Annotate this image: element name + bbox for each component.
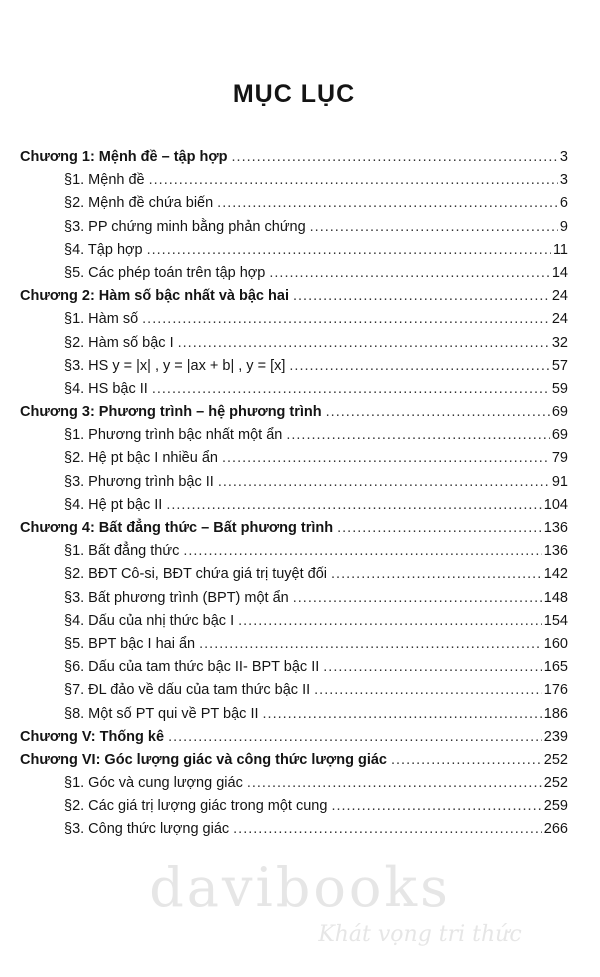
toc-entry-title: §1. Mệnh đề	[64, 172, 145, 189]
toc-entry-title: §2. Hàm số bậc I	[64, 334, 174, 351]
dot-leader	[217, 195, 558, 211]
toc-page-number: 165	[543, 659, 568, 676]
table-of-contents	[20, 149, 568, 845]
watermark-brand: davibooks	[149, 856, 451, 919]
dot-leader	[149, 172, 558, 188]
toc-chapter-row	[20, 288, 568, 311]
toc-entry-title: §8. Một số PT qui về PT bậc II	[64, 705, 259, 722]
toc-section-row	[20, 636, 568, 659]
toc-page-number: 142	[543, 566, 568, 583]
toc-page-number: 239	[543, 728, 568, 745]
toc-section-row	[20, 497, 568, 520]
toc-section-row	[20, 821, 568, 844]
toc-section-row	[20, 659, 568, 682]
toc-section-row	[20, 427, 568, 450]
toc-entry-title: §2. BĐT Cô-si, BĐT chứa giá trị tuyệt đối	[64, 566, 328, 583]
dot-leader	[286, 427, 550, 443]
toc-page-number: 9	[559, 218, 568, 235]
toc-page-number: 69	[551, 404, 568, 421]
toc-entry-title: §3. Công thức lượng giác	[64, 821, 230, 838]
dot-leader	[326, 404, 550, 420]
toc-section-row	[20, 775, 568, 798]
toc-section-row	[20, 219, 568, 242]
toc-page-number: 59	[551, 380, 568, 397]
toc-page-number: 252	[543, 775, 568, 792]
dot-leader	[310, 219, 558, 235]
dot-leader	[183, 543, 541, 559]
toc-page-number: 136	[543, 543, 568, 560]
toc-page-number: 11	[552, 241, 568, 258]
toc-entry-title: §6. Dấu của tam thức bậc II- BPT bậc II	[64, 659, 320, 676]
page-title: MỤC LỤC	[232, 80, 356, 108]
toc-section-row	[20, 566, 568, 589]
toc-page-number: 252	[543, 751, 568, 768]
toc-entry-title: §3. Bất phương trình (BPT) một ẩn	[64, 589, 289, 606]
dot-leader	[331, 566, 542, 582]
dot-leader	[289, 358, 549, 374]
toc-section-row	[20, 706, 568, 729]
dot-leader	[263, 706, 542, 722]
toc-entry-title: §1. Hàm số	[64, 311, 139, 328]
toc-section-row	[20, 450, 568, 473]
toc-entry-title: §1. Phương trình bậc nhất một ẩn	[64, 427, 283, 444]
toc-section-row	[20, 381, 568, 404]
toc-section-row	[20, 358, 568, 381]
toc-page-number: 186	[543, 705, 568, 722]
toc-entry-title: Chương 4: Bất đẳng thức – Bất phương trình	[20, 520, 334, 536]
toc-entry-title: §4. Tập hợp	[64, 241, 143, 258]
toc-entry-title: §4. Hệ pt bậc II	[64, 496, 163, 513]
dot-leader	[147, 242, 551, 258]
toc-chapter-row	[20, 520, 568, 543]
dot-leader	[218, 474, 550, 490]
dot-leader	[222, 450, 550, 466]
dot-leader	[152, 381, 550, 397]
dot-leader	[142, 311, 550, 327]
toc-section-row	[20, 242, 568, 265]
toc-chapter-row	[20, 752, 568, 775]
watermark-slogan: Khát vọng tri thức	[318, 922, 522, 947]
toc-page-number: 24	[551, 311, 568, 328]
toc-page-number: 6	[559, 195, 568, 212]
toc-page-number: 148	[543, 589, 568, 606]
dot-leader	[323, 659, 542, 675]
toc-page-number: 160	[543, 635, 568, 652]
toc-section-row	[20, 265, 568, 288]
toc-page-number: 154	[543, 612, 568, 629]
dot-leader	[199, 636, 542, 652]
dot-leader	[314, 682, 542, 698]
toc-page-number: 266	[543, 821, 568, 838]
toc-page-number: 79	[551, 450, 568, 467]
dot-leader	[269, 265, 549, 281]
toc-section-row	[20, 335, 568, 358]
dot-leader	[168, 729, 542, 745]
dot-leader	[337, 520, 542, 536]
dot-leader	[166, 497, 541, 513]
toc-section-row	[20, 798, 568, 821]
toc-chapter-row	[20, 149, 568, 172]
dot-leader	[233, 821, 542, 837]
toc-entry-title: §3. PP chứng minh bằng phản chứng	[64, 218, 306, 235]
toc-page-number: 104	[543, 496, 568, 513]
toc-entry-title: §2. Các giá trị lượng giác trong một cung	[64, 798, 328, 815]
toc-page-number: 3	[559, 149, 568, 165]
toc-entry-title: §7. ĐL đảo về dấu của tam thức bậc II	[64, 682, 311, 699]
dot-leader	[238, 613, 542, 629]
toc-page-number: 57	[551, 357, 568, 374]
toc-page-number: 14	[551, 264, 568, 281]
toc-entry-title: §3. HS y = |x| , y = |ax + b| , y = [x]	[64, 357, 286, 374]
toc-entry-title: Chương 1: Mệnh đề – tập hợp	[20, 149, 228, 165]
dot-leader	[232, 149, 558, 165]
toc-page-number: 176	[543, 682, 568, 699]
toc-page-number: 32	[551, 334, 568, 351]
toc-section-row	[20, 474, 568, 497]
toc-entry-title: §4. Dấu của nhị thức bậc I	[64, 612, 235, 629]
toc-section-row	[20, 311, 568, 334]
toc-section-row	[20, 682, 568, 705]
toc-entry-title: Chương V: Thống kê	[20, 728, 165, 745]
toc-entry-title: §2. Hệ pt bậc I nhiều ẩn	[64, 450, 218, 467]
toc-page-number: 69	[551, 427, 568, 444]
dot-leader	[293, 288, 550, 304]
toc-entry-title: Chương VI: Góc lượng giác và công thức lượng giác	[20, 751, 387, 768]
toc-section-row	[20, 195, 568, 218]
toc-section-row	[20, 613, 568, 636]
toc-entry-title: §2. Mệnh đề chứa biến	[64, 195, 214, 212]
toc-page-number: 91	[551, 473, 568, 490]
toc-entry-title: Chương 3: Phương trình – hệ phương trình	[20, 404, 322, 421]
toc-entry-title: §1. Góc và cung lượng giác	[64, 775, 243, 792]
dot-leader	[293, 590, 542, 606]
toc-page-number: 24	[551, 288, 568, 305]
toc-entry-title: §4. HS bậc II	[64, 380, 148, 397]
dot-leader	[247, 775, 542, 791]
dot-leader	[391, 752, 542, 768]
toc-page-number: 3	[559, 172, 568, 189]
toc-entry-title: Chương 2: Hàm số bậc nhất và bậc hai	[20, 288, 289, 305]
toc-chapter-row	[20, 729, 568, 752]
toc-entry-title: §5. BPT bậc I hai ẩn	[64, 635, 196, 652]
toc-entry-title: §1. Bất đẳng thức	[64, 543, 180, 560]
toc-page-number: 136	[543, 520, 568, 536]
dot-leader	[178, 335, 550, 351]
toc-section-row	[20, 172, 568, 195]
toc-page-number: 259	[543, 798, 568, 815]
toc-entry-title: §5. Các phép toán trên tập hợp	[64, 264, 266, 281]
toc-section-row	[20, 543, 568, 566]
toc-entry-title: §3. Phương trình bậc II	[64, 473, 214, 490]
toc-chapter-row	[20, 404, 568, 427]
toc-section-row	[20, 590, 568, 613]
dot-leader	[331, 798, 541, 814]
